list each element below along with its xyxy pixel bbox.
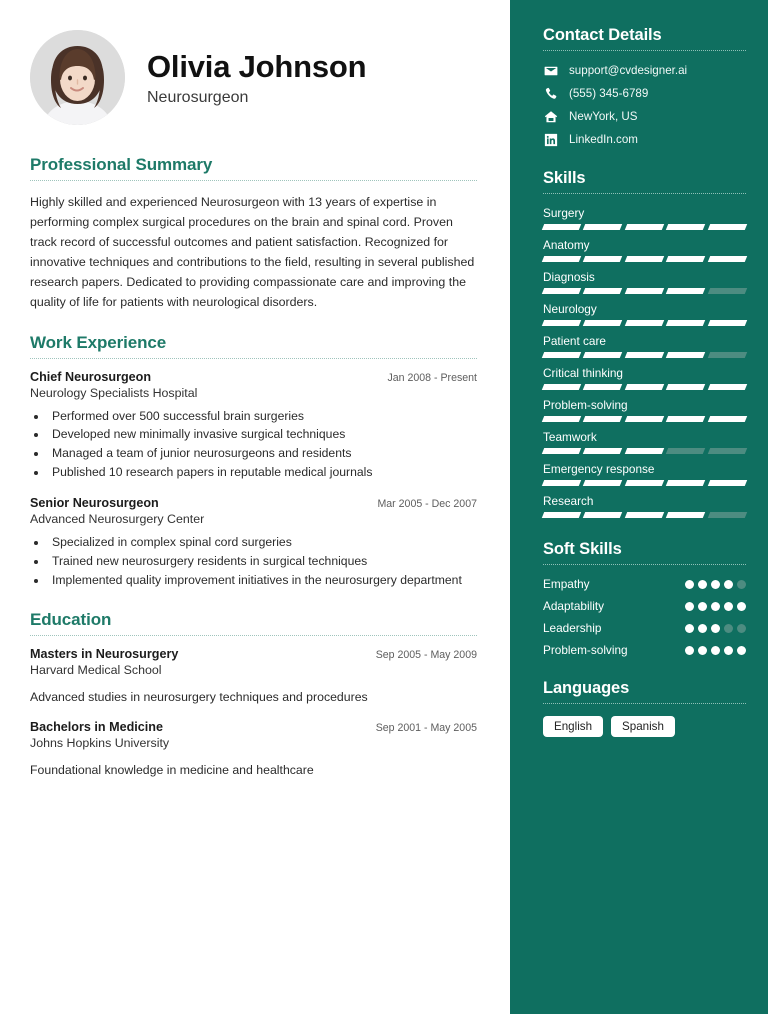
skill-row [543,430,746,454]
contact-item[interactable] [543,109,746,124]
soft-skill-dot [724,580,733,589]
skill-label: Anatomy [543,238,590,252]
skill-level-bar [543,256,746,262]
skill-segment [666,352,706,358]
experience-bullet: • Specialized in complex spinal cord surgeries [48,533,477,552]
contact-value: LinkedIn.com [569,133,638,146]
education-entry [30,720,477,779]
skill-segment [707,320,747,326]
soft-skill-dot [685,646,694,655]
contact-value: (555) 345-6789 [569,87,649,100]
skill-segment [666,416,706,422]
job-title: Neurosurgeon [147,88,249,106]
entry-header [30,370,477,384]
soft-skill-dot [724,602,733,611]
section-heading: Languages [543,679,630,697]
degree-date-range: Sep 2005 - May 2009 [375,648,477,661]
language-tag: English [543,716,603,737]
skill-level-bar [543,384,746,390]
soft-skill-dot [685,580,694,589]
skill-segment [625,352,665,358]
section-divider [30,180,477,181]
soft-skill-row [543,577,746,591]
experience-bullet: • Trained new neurosurgery residents in surgical techniques [48,552,477,571]
skill-segment [583,352,623,358]
skill-row [543,270,746,294]
skill-label: Diagnosis [543,270,595,284]
skill-segment [625,416,665,422]
soft-skill-row [543,621,746,635]
degree-name: Masters in Neurosurgery [30,646,179,661]
soft-skill-dot [711,602,720,611]
soft-skill-dot [685,624,694,633]
skill-label: Neurology [543,302,597,316]
skill-segment [625,288,665,294]
soft-skill-dot [698,624,707,633]
soft-skill-rating [685,602,746,611]
skill-segment [707,416,747,422]
soft-skill-rating [685,646,746,655]
skill-segment [625,320,665,326]
skill-segment [583,448,623,454]
soft-skills-list [543,577,746,657]
experience-bullet: • Performed over 500 successful brain surgeries [48,407,477,426]
skill-segment [583,288,623,294]
soft-skill-row [543,643,746,657]
skill-level-bar [543,448,746,454]
soft-skill-dot [698,602,707,611]
skill-level-bar [543,288,746,294]
soft-skill-rating [685,580,746,589]
section-heading: Soft Skills [543,540,622,558]
experience-entry [30,496,477,590]
soft-skill-dot [698,646,707,655]
skill-segment [542,416,582,422]
skill-label: Critical thinking [543,366,623,380]
soft-skill-label: Problem-solving [543,643,628,657]
degree-date-range: Sep 2001 - May 2005 [375,722,477,735]
employer-name: Advanced Neurosurgery Center [30,512,205,527]
section-divider [543,564,746,565]
skill-segment [625,384,665,390]
skill-segment [707,224,747,230]
skill-level-bar [543,224,746,230]
skill-segment [542,224,582,230]
skill-segment [707,256,747,262]
skill-segment [707,384,747,390]
skills-list [543,206,746,518]
skill-segment [666,480,706,486]
experience-bullet-list [48,533,477,590]
experience-list [30,370,477,590]
skill-row [543,334,746,358]
soft-skill-dot [711,624,720,633]
skill-segment [625,448,665,454]
skill-segment [666,256,706,262]
soft-skill-label: Adaptability [543,599,604,613]
skill-level-bar [543,320,746,326]
skill-segment [583,416,623,422]
skill-segment [666,448,706,454]
entry-header [30,496,477,510]
skill-row [543,494,746,518]
section-heading: Education [30,609,112,629]
entry-header [30,720,477,734]
skill-segment [583,320,623,326]
skill-segment [542,320,582,326]
skill-segment [707,352,747,358]
soft-skill-dot [737,580,746,589]
contact-item[interactable] [543,63,746,78]
skill-segment [583,480,623,486]
skill-segment [542,384,582,390]
skill-segment [707,288,747,294]
experience-bullet: • Implemented quality improvement initiatives in the neurosurgery department [48,571,477,590]
experience-entry [30,370,477,483]
education-description: Foundational knowledge in medicine and healthcare [30,763,314,778]
job-date-range: Jan 2008 - Present [387,371,477,384]
job-date-range: Mar 2005 - Dec 2007 [377,498,477,511]
skill-segment [542,480,582,486]
soft-skill-dot [737,602,746,611]
skill-row [543,238,746,262]
soft-skill-dot [685,602,694,611]
home-icon [543,109,558,124]
section-divider [30,358,477,359]
section-work-experience [30,333,477,590]
section-professional-summary [30,155,477,313]
skill-segment [583,224,623,230]
section-heading: Work Experience [30,332,167,352]
skill-label: Teamwork [543,430,597,444]
skill-segment [666,512,706,518]
skill-segment [666,384,706,390]
soft-skill-dot [698,580,707,589]
job-role: Senior Neurosurgeon [30,496,159,511]
school-name: Johns Hopkins University [30,736,170,751]
skill-segment [666,320,706,326]
experience-bullet: • Published 10 research papers in reputable medical journals [48,463,477,482]
skill-segment [707,448,747,454]
skill-segment [542,288,582,294]
skill-label: Emergency response [543,462,655,476]
skill-segment [666,224,706,230]
resume-header [30,30,477,125]
contact-value: NewYork, US [569,110,638,123]
contact-value: support@cvdesigner.ai [569,64,688,77]
skill-segment [707,480,747,486]
employer-name: Neurology Specialists Hospital [30,385,198,400]
education-entry [30,647,477,706]
section-heading: Professional Summary [30,155,213,174]
skill-segment [707,512,747,518]
contact-list [543,63,746,147]
skill-level-bar [543,480,746,486]
skill-segment [583,256,623,262]
soft-skill-label: Leadership [543,621,602,635]
soft-skill-dot [737,624,746,633]
experience-bullet: • Developed new minimally invasive surgical techniques [48,425,477,444]
section-soft-skills [543,540,746,657]
job-role: Chief Neurosurgeon [30,369,152,384]
education-description: Advanced studies in neurosurgery techniques and procedures [30,689,368,704]
section-skills [543,169,746,518]
skill-segment [625,480,665,486]
experience-bullet-list [48,407,477,483]
section-divider [30,635,477,636]
skill-segment [625,224,665,230]
section-languages [543,679,746,737]
skill-row [543,366,746,390]
skill-row [543,462,746,486]
soft-skill-dot [711,646,720,655]
experience-bullet: • Managed a team of junior neurosurgeons and residents [48,444,477,463]
skill-level-bar [543,416,746,422]
contact-item[interactable] [543,86,746,101]
skill-segment [542,256,582,262]
section-divider [543,193,746,194]
skill-segment [666,288,706,294]
skill-label: Patient care [543,334,606,348]
skill-level-bar [543,352,746,358]
section-heading: Contact Details [543,26,662,44]
skill-segment [542,448,582,454]
linkedin-icon [543,132,558,147]
name-block [147,48,366,106]
skill-row [543,302,746,326]
section-divider [543,50,746,51]
language-tag: Spanish [611,716,675,737]
soft-skill-label: Empathy [543,577,590,591]
degree-name: Bachelors in Medicine [30,720,163,735]
skill-label: Surgery [543,206,585,220]
avatar [30,30,125,125]
skill-row [543,206,746,230]
page-title: Olivia Johnson [147,49,367,85]
school-name: Harvard Medical School [30,662,162,677]
skill-segment [542,352,582,358]
sidebar [510,0,768,1014]
skill-segment [583,384,623,390]
entry-header [30,647,477,661]
phone-icon [543,86,558,101]
skill-segment [625,256,665,262]
soft-skill-dot [711,580,720,589]
soft-skill-dot [724,624,733,633]
languages-list [543,716,746,737]
portrait-photo-icon [30,30,125,125]
section-education [30,610,477,780]
skill-label: Problem-solving [543,398,628,412]
section-divider [543,703,746,704]
envelope-icon [543,63,558,78]
soft-skill-dot [737,646,746,655]
education-list [30,647,477,780]
skill-label: Research [543,494,594,508]
skill-segment [542,512,582,518]
soft-skill-rating [685,624,746,633]
skill-segment [583,512,623,518]
section-heading: Skills [543,169,586,187]
soft-skill-dot [724,646,733,655]
summary-text: Highly skilled and experienced Neurosurgeon with 13 years of expertise in performing complex surgical procedures on the brain and spinal cord. Proven track record of successful outcomes and patient satisfaction. Recognized for innovative techniques and contributions to the field, resulting in several published research papers. Dedicated to providing compassionate care and improving the quality of life for patients with neurological disorders. [30,195,475,310]
soft-skill-row [543,599,746,613]
section-contact-details [543,26,746,147]
contact-item[interactable] [543,132,746,147]
skill-row [543,398,746,422]
skill-segment [625,512,665,518]
skill-level-bar [543,512,746,518]
